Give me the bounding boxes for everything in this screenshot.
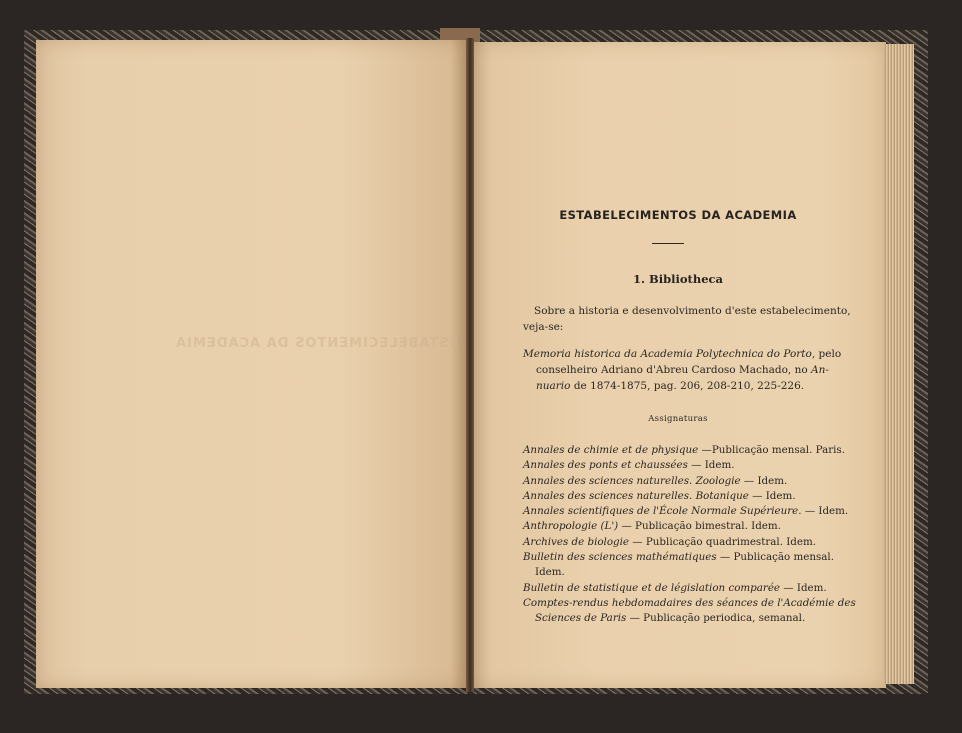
journal-note: — Idem. [801,505,849,518]
list-item [523,535,856,550]
intro-line-1: Sobre a historia e desenvolvimento d'este estabelecimento, [534,305,851,317]
list-item [523,550,856,565]
journal-title: Annales des sciences naturelles. Botanique [523,489,749,502]
journal-note: — Idem. [780,581,827,594]
list-item [523,443,856,458]
memoria-line-2-italic: An- [811,364,829,376]
title-rule [652,243,684,244]
subscription-list [523,443,856,627]
section-heading: 1. Bibliotheca [633,272,723,286]
list-item [523,519,856,534]
journal-title: Bulletin de statistique et de législation comparée [523,581,781,594]
page-edges [884,44,914,684]
journal-note: — Publicação bimestral. Idem. [618,520,781,533]
journal-note: — Publicação quadrimestral. Idem. [629,535,817,548]
memoria-line-2 [536,363,829,378]
list-item-continuation [523,611,856,626]
journal-title: Sciences de Paris [535,612,627,625]
show-through-text: ESTABELECIMENTOS DA ACADEMIA [175,336,459,351]
list-item [523,504,856,519]
journal-note: Idem. [535,566,565,579]
list-item [523,474,856,489]
memoria-line-1 [523,347,841,362]
journal-title: Anthropologie (L') [523,520,619,533]
memoria-line-1-rest: pelo [815,348,842,360]
journal-title: Annales des sciences naturelles. Zoologie [523,474,741,487]
list-item [523,581,856,596]
subheading: Assignaturas [648,414,708,424]
journal-note: — Idem. [748,489,796,502]
journal-title: Annales scientifiques de l'École Normale Supérieure. [523,505,802,518]
book-gutter [466,38,474,692]
list-item [523,489,856,504]
list-item [523,458,856,473]
journal-note: — Publicação mensal. [716,551,834,564]
journal-title: Archives de biologie [523,535,630,548]
memoria-line-3-text: de 1874-1875, pag. 206, 208-210, 225-226. [570,380,805,392]
journal-note: —Publicação mensal. Paris. [698,444,845,456]
memoria-line-3-italic: nuario [536,380,571,392]
memoria-line-3 [536,379,804,394]
list-item-continuation [523,565,856,580]
journal-title: Comptes-rendus hebdomadaires des séances de l'Académie des [523,596,856,609]
journal-title: Annales des ponts et chaussées [523,459,688,472]
page-title: ESTABELECIMENTOS DA ACADEMIA [559,208,797,222]
journal-title: Bulletin des sciences mathématiques [523,551,717,564]
list-item [523,596,856,611]
journal-title: Annales de chimie et de physique [523,444,699,456]
intro-line-2: veja-se: [523,321,564,333]
journal-note: — Idem. [687,459,735,472]
journal-note: — Publicação periodica, semanal. [626,612,806,625]
memoria-line-2-text: conselheiro Adriano d'Abreu Cardoso Machado, no [536,364,812,376]
memoria-title: Memoria historica da Academia Polytechnica do Porto, [523,348,816,360]
journal-note: — Idem. [740,474,788,487]
left-page [36,40,468,688]
